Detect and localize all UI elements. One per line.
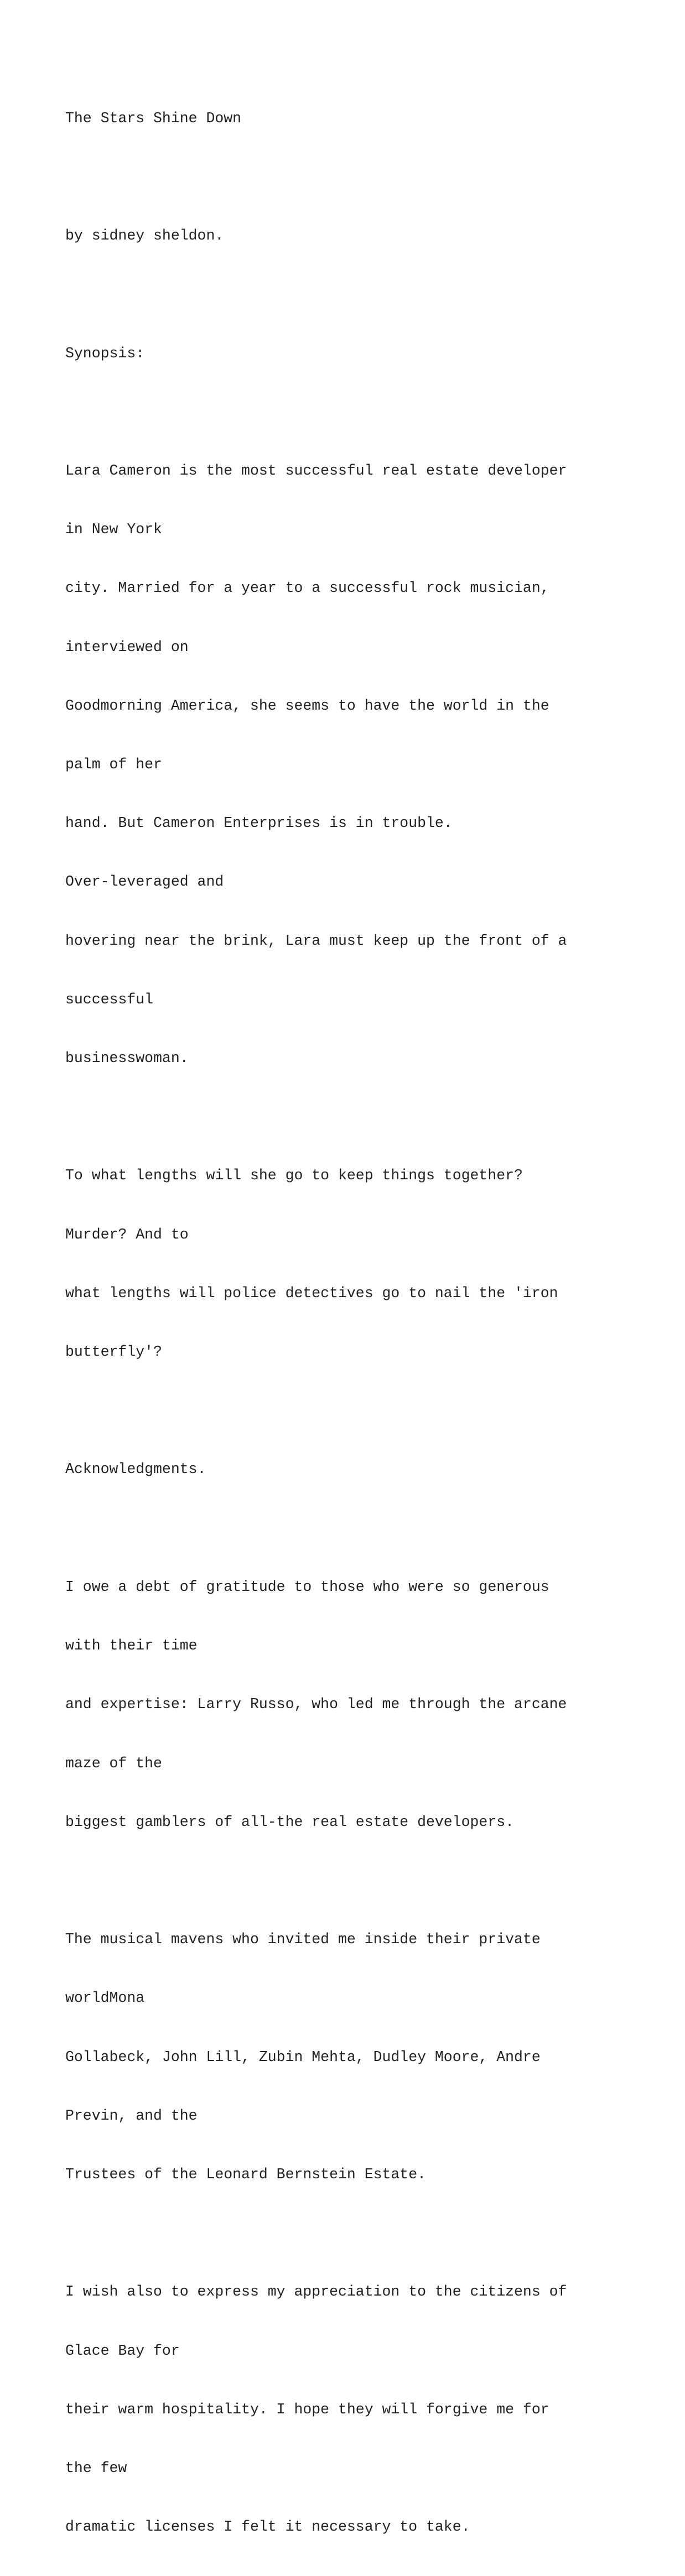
text-line: in New York [65, 521, 162, 538]
text-line: The musical mavens who invited me inside their private [65, 1931, 541, 1948]
text-line: city. Married for a year to a successful rock musician, [65, 580, 549, 597]
blank-line [65, 403, 567, 422]
blank-line [65, 1401, 567, 1420]
document-title: The Stars Shine Down [65, 110, 242, 127]
text-line: biggest gamblers of all-the real estate developers. [65, 1813, 515, 1830]
author-line: by sidney sheldon. [65, 227, 224, 244]
text-line: Over-leveraged and [65, 873, 224, 891]
text-line: Gollabeck, John Lill, Zubin Mehta, Dudley Moore, Andre [65, 2048, 541, 2065]
text-line: the few [65, 2459, 127, 2476]
text-line: I wish also to express my appreciation to the citizens of [65, 2283, 567, 2301]
text-line: Goodmorning America, she seems to have the world in the [65, 697, 549, 714]
text-line: hovering near the brink, Lara must keep up the front of a [65, 932, 567, 949]
text-line: hand. But Cameron Enterprises is in trouble. [65, 815, 453, 832]
blank-line [65, 2224, 567, 2243]
text-line: with their time [65, 1637, 198, 1654]
document-body [65, 70, 567, 2576]
blank-line [65, 1871, 567, 1891]
text-line: maze of the [65, 1755, 162, 1772]
text-line: Previn, and the [65, 2107, 198, 2124]
text-line: To what lengths will she go to keep things together? [65, 1167, 523, 1184]
blank-line [65, 168, 567, 187]
blank-line [65, 1519, 567, 1538]
text-line: Murder? And to [65, 1226, 189, 1243]
text-line: worldMona [65, 1990, 145, 2007]
text-line: I owe a debt of gratitude to those who were so generous [65, 1578, 549, 1595]
text-line: Lara Cameron is the most successful real estate developer [65, 462, 567, 480]
text-line: businesswoman. [65, 1050, 189, 1067]
acknowledgments-heading: Acknowledgments. [65, 1461, 206, 1478]
text-line: dramatic licenses I felt it necessary to take. [65, 2518, 470, 2536]
text-line: palm of her [65, 756, 162, 773]
text-line: what lengths will police detectives go to nail the 'iron [65, 1284, 558, 1302]
text-line: interviewed on [65, 638, 189, 655]
blank-line [65, 1107, 567, 1127]
text-line: their warm hospitality. I hope they will forgive me for [65, 2401, 549, 2418]
text-line: Glace Bay for [65, 2342, 180, 2359]
synopsis-heading: Synopsis: [65, 345, 145, 362]
blank-line [65, 285, 567, 304]
text-line: and expertise: Larry Russo, who led me through the arcane [65, 1696, 567, 1713]
text-line: successful [65, 991, 154, 1008]
text-line: butterfly'? [65, 1344, 162, 1361]
text-line: Trustees of the Leonard Bernstein Estate. [65, 2166, 427, 2183]
